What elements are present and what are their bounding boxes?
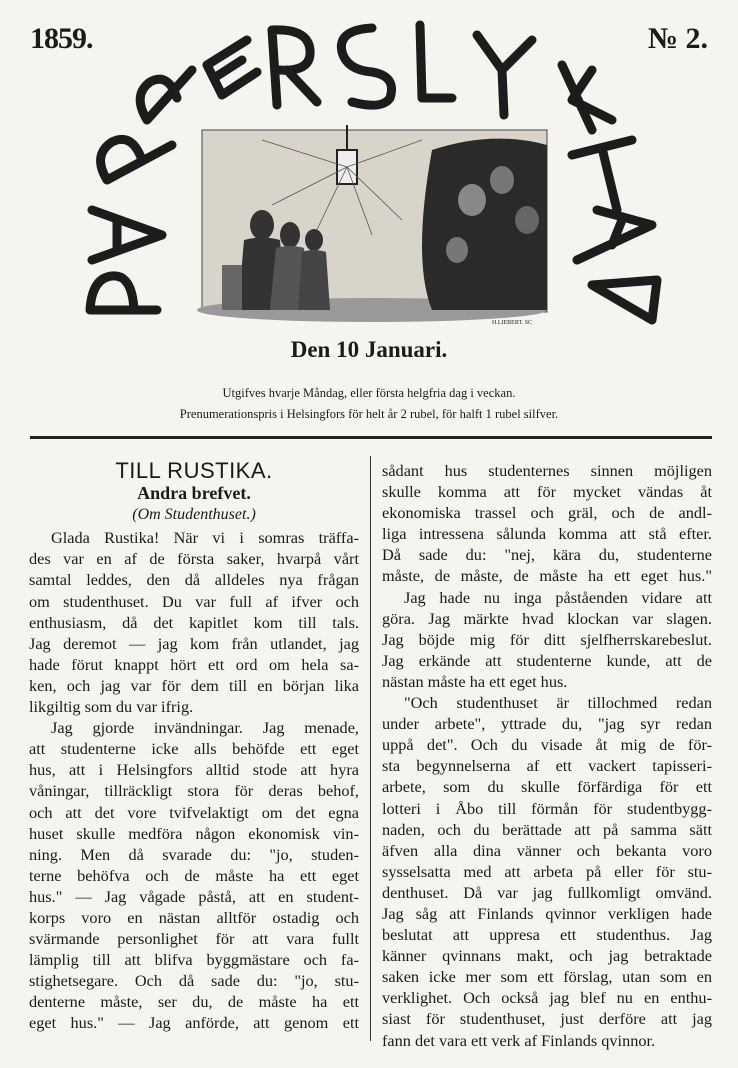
text-line: arbete, som du skulle förfärdiga för ett [382,777,712,797]
article-subtitle: Andra brefvet. [137,483,251,504]
subscription-info: Prenumerationspris i Helsingfors för helt år 2 rubel, för halft 1 rubel silfver. [179,407,559,421]
text-line: Jag gjorde invändningar. Jag menade, [51,718,359,738]
text-line: Jag deremot — jag kom från utlandet, jag [29,633,359,653]
text-line: hus, att i Helsingfors alltid stode att hyra [29,760,359,780]
text-line: under arbete", yttrade du, "jag syr redan [382,714,712,734]
left-column [29,460,359,1034]
engraving-scene [197,125,547,326]
publication-info: Utgifves hvarje Måndag, eller första helgfria dag i veckan. [222,386,516,400]
masthead-illustration [72,10,672,345]
text-line: nästan måste ha ett eget hus. [382,671,568,691]
text-line: enthusiasm, då det kapitlet kom till tals. [29,612,359,632]
text-line: uppå det". Och du visade åt mig de för- [382,735,712,755]
right-column [382,460,712,1051]
text-line: om studenthuset. Du var full af ifver och [29,591,359,611]
text-line: liga intressena sålunda komma att stå efter. [382,524,712,544]
text-line: lämplig till att blifva byggmästare och fa- [29,950,359,970]
header-divider [30,436,712,439]
text-line: äfven alla dina vänner och bekanta voro [382,840,712,860]
text-line: svärmande personlighet för att vara fullt [29,929,359,949]
year: 1859. [30,22,93,55]
text-line: våningar, tillräckligt stora för deras behof, [29,781,359,801]
text-line: känner qvinnans makt, och jag betraktade [382,946,712,966]
text-line: samtal leddes, den då alldeles nya frågan [29,570,359,590]
text-line: siast för studenthuset, just derföre att jag [382,1009,712,1029]
article-title: TILL RUSTIKA. [115,458,273,483]
article-topic: (Om Studenthuset.) [132,506,256,524]
text-line: att studenterne icke alls behöfde ett eget [29,739,359,759]
text-line: naden, och du berättade att på samma sätt [382,819,712,839]
text-line: saken icke mer som ett förslag, utan som en [382,967,712,987]
right-text [382,460,712,1051]
text-line: Då sade du: "nej, kära du, studenterne [382,545,712,565]
text-line: denthuset. Då var jag fullkomligt omvänd. [382,882,712,902]
issue-date: Den 10 Januari. [290,337,448,362]
text-line: beslutat att uppresa ett studenthus. Jag [382,925,712,945]
text-line: korps voro en nästan alltför ostadig och [29,907,359,927]
text-line: måste, de måste, de måste ha ett eget hus." [382,566,712,586]
text-line: denterne måste, ser du, de måste ha ett [29,992,359,1012]
text-line: lotteri i Åbo till förmån för studentbygg- [382,798,712,818]
text-line: sådant hus studenternes sinnen möjligen [382,461,712,480]
text-line: sta begynnelserna af ett vackert tapisseri- [382,756,712,776]
text-line: likgiltig som du var ifrig. [29,697,194,717]
text-line: ekonomiska trassel och gräl, och de andl- [382,503,712,523]
text-line: ning. Men då svarade du: "jo, studen- [29,844,359,864]
text-line: ken, och jag var för dem till en början lika [29,675,359,695]
text-line: hus." — Jag vågade påstå, att en student- [29,886,359,906]
text-line: skulle komma att för mycket vändas åt [382,482,712,502]
text-line: göra. Jag märkte hvad klockan var slagen. [382,608,712,628]
text-line: sysselsatta med att arbeta på eller för stu- [382,861,712,881]
text-line: Jag såg att Finlands qvinnor verkligen hade [382,903,712,923]
text-line: hade förut knappt hört ett ord om hela sa- [29,654,359,674]
text-line: Jag böjde mig för ditt sjelfherrskarebeslut. [382,629,712,649]
text-line: stighetsegare. Och då sade du: "jo, stu- [29,971,359,991]
text-line: Jag hade nu inga påståenden vidare att [404,587,712,607]
text-line: eget hus." — Jag anförde, att genom ett [29,1013,359,1033]
text-line: des var en af de första saker, hvarpå vårt [29,549,359,569]
text-line: terne behöfva och de måste ha ett eget [29,865,359,885]
text-line: Glada Rustika! När vi i somras träffa- [51,528,359,548]
text-line: och att det vore tvifvelaktigt om det egna [29,802,359,822]
text-line: verklighet. Och också jag blef nu en enthu- [382,988,712,1008]
text-line: huset skulle medföra någon ekonomisk vin- [29,823,359,843]
engraver-signature: H.LIEBERT. SC [492,320,533,326]
left-text [29,527,359,1033]
text-line: "Och studenthuset är tillochmed redan [404,693,712,713]
text-line: Jag erkände att studenterne kunde, att de [382,650,712,670]
column-divider [370,456,371,1041]
text-line: fann det vara ett verk af Finlands qvinnor. [382,1030,656,1050]
issue-number: № 2. [647,22,708,55]
